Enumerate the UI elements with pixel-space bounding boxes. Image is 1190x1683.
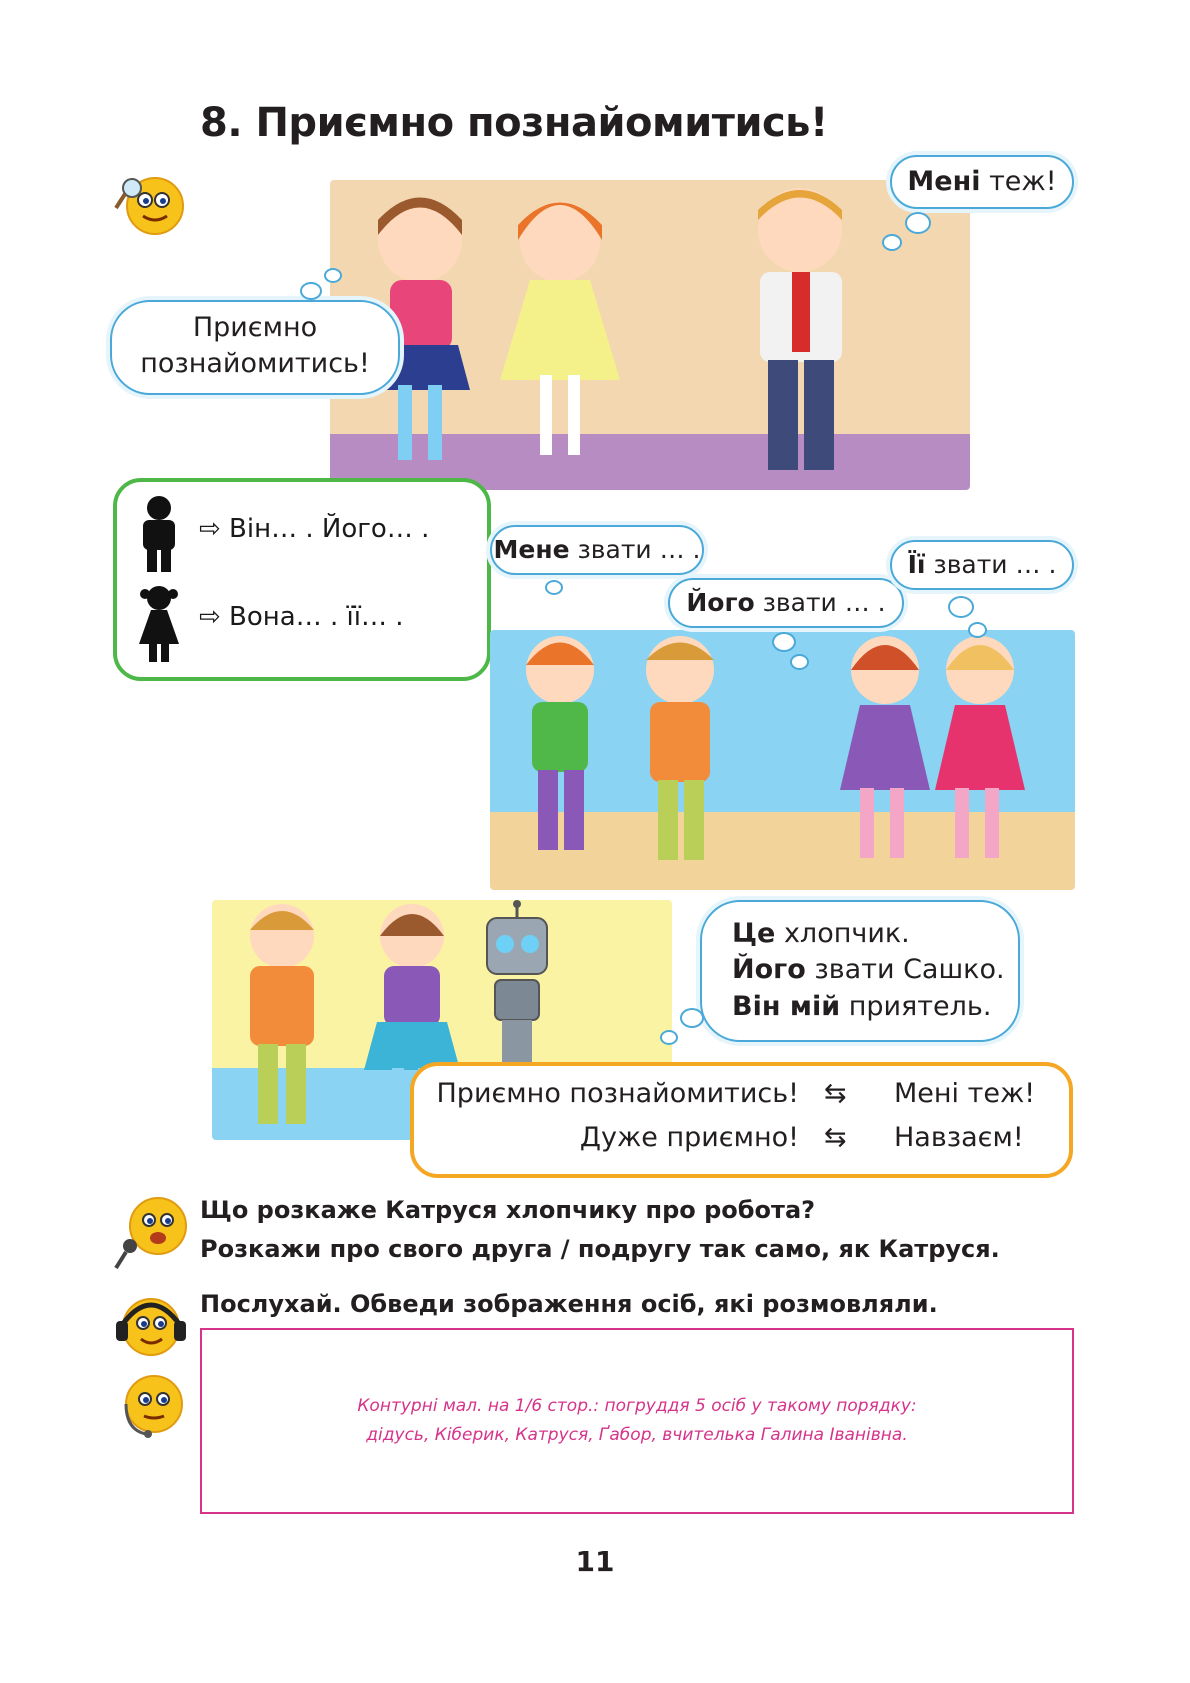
bubble-line: познайомитись!	[140, 348, 370, 380]
bubble-line: Приємно	[192, 312, 318, 343]
phrase-left-2: Дуже приємно!	[579, 1122, 799, 1153]
task-question-2: Розкажи про свого друга / подругу так само, як Катруся.	[200, 1235, 1000, 1263]
placeholder-line: Контурні мал. на 1/6 стор.: погруддя 5 осіб у такому порядку:	[357, 1396, 917, 1416]
thought-dot	[300, 282, 322, 300]
headphones-smiley-icon	[112, 1285, 190, 1363]
bubble-bold-word: Мені	[907, 166, 981, 197]
thought-dot	[790, 654, 809, 670]
pronoun-girl-line: ⇨ Вона… . її… .	[199, 602, 404, 632]
microphone-smiley-icon	[110, 1192, 190, 1272]
thought-dot	[772, 632, 796, 652]
pronoun-boy-line: ⇨ Він… . Його… .	[199, 514, 430, 544]
speech-bubble-introduce-friend	[700, 900, 1020, 1042]
bubble-bold-word: Його	[686, 588, 755, 617]
bubble-line	[732, 952, 1018, 988]
speech-bubble-my-name	[490, 525, 704, 575]
bubble-bold-word: Мене	[493, 535, 570, 564]
thought-dot	[948, 596, 974, 618]
drawing-placeholder-box	[200, 1328, 1074, 1514]
phrase-left-1: Приємно познайомитись!	[436, 1078, 799, 1109]
magnifier-smiley-icon	[110, 170, 190, 240]
scene-introduction-illustration	[330, 180, 970, 490]
boy-silhouette-icon	[129, 492, 189, 576]
speech-bubble-her-name	[890, 540, 1074, 590]
speech-bubble-me-too	[890, 155, 1074, 209]
bubble-text: звати … .	[925, 550, 1057, 579]
scene-classroom-illustration	[490, 630, 1075, 890]
speech-bubble-nice-to-meet	[110, 300, 400, 395]
phrase-right-2: Навзаєм!	[894, 1122, 1024, 1153]
phrase-exchange-box	[410, 1062, 1073, 1178]
thought-dot	[882, 234, 902, 251]
girl-silhouette-icon	[129, 582, 189, 666]
bubble-text: хлопчик.	[775, 918, 910, 949]
bubble-text: приятель.	[840, 990, 992, 1022]
bubble-text: звати Сашко.	[805, 954, 1005, 986]
bubble-line	[732, 989, 1018, 1025]
bubble-bold-word: Його	[732, 954, 806, 986]
speech-bubble-his-name	[668, 578, 904, 628]
thought-dot	[324, 268, 342, 283]
phrase-right-1: Мені теж!	[894, 1078, 1036, 1109]
bubble-text: звати … .	[754, 588, 886, 617]
placeholder-line: дідусь, Кіберик, Катруся, Ґабор, вчителька Галина Іванівна.	[366, 1424, 908, 1445]
task-question-1: Що розкаже Катруся хлопчику про робота?	[200, 1196, 816, 1224]
thought-dot	[905, 212, 931, 234]
thought-dot	[680, 1008, 704, 1028]
thought-dot	[545, 580, 563, 595]
thought-dot	[968, 622, 987, 638]
placeholder-note	[202, 1392, 1072, 1450]
speaking-smiley-icon	[112, 1368, 190, 1446]
task-listen: Послухай. Обведи зображення осіб, які розмовляли.	[200, 1290, 938, 1318]
bubble-line	[732, 916, 1018, 952]
bubble-bold-word: Її	[907, 550, 926, 579]
bubble-text: теж!	[980, 166, 1057, 197]
bubble-bold-word: Він мій	[732, 990, 841, 1022]
bubble-bold-word: Це	[732, 918, 776, 949]
exchange-arrows-icon: ⇆	[824, 1078, 847, 1109]
pronoun-hint-box	[113, 478, 491, 681]
page-number: 11	[575, 1545, 615, 1578]
page-title: 8. Приємно познайомитись!	[200, 100, 828, 146]
bubble-text: звати … .	[569, 535, 701, 564]
thought-dot	[660, 1030, 678, 1045]
exchange-arrows-icon: ⇆	[824, 1122, 847, 1153]
